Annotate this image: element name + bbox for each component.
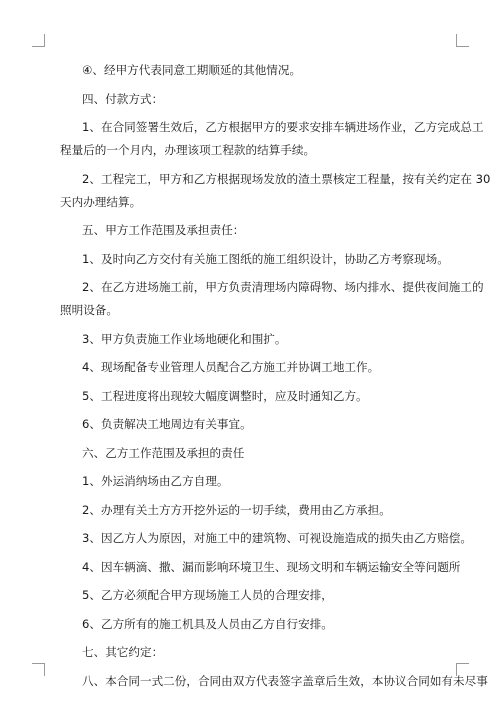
text-line: 5、工程进度将出现较大幅度调整时，应及时通知乙方。 [82, 388, 368, 403]
text-line: 八、本合同一式二份，合同由双方代表签字盖章后生效，本协议合同如有未尽事 [82, 673, 488, 688]
text-line: 1、及时向乙方交付有关施工图纸的施工组织设计，协助乙方考察现场。 [82, 251, 449, 266]
text-line: 2、工程完工，甲方和乙方根据现场发放的渣土票核定工程量，按有关约定在 30 [82, 171, 491, 186]
crop-mark-bottom-left [32, 663, 45, 676]
text-line: 6、乙方所有的施工机具及人员由乙方自行安排。 [82, 616, 333, 631]
text-line: 1、外运消纳场由乙方自理。 [82, 474, 229, 488]
text-line: 2、办理有关土方方开挖外运的一切手续，费用由乙方承担。 [82, 502, 391, 517]
text-line: 6、负责解决工地周边有关事宜。 [82, 417, 252, 431]
section-heading: 七、其它约定： [82, 645, 164, 659]
text-line: 3、因乙方人为原因，对施工中的建筑物、可视设施造成的损失由乙方赔偿。 [82, 531, 472, 545]
text-line: 3、甲方负责施工作业场地硬化和围扩。 [82, 331, 287, 346]
text-line: ④、经甲方代表同意工期顺延的其他情况。 [82, 63, 302, 77]
text-line: 照明设备。 [60, 303, 118, 317]
text-line: 4、现场配备专业管理人员配合乙方施工并协调工地工作。 [82, 360, 380, 374]
section-heading: 六、乙方工作范围及承担的责任 [82, 445, 245, 460]
text-line: 2、在乙方进场施工前，甲方负责清理场内障碍物、场内排水、提供夜间施工的 [82, 280, 484, 294]
document-body [60, 63, 491, 688]
text-line: 5、乙方必须配合甲方现场施工人员的合理安排， [82, 588, 333, 602]
section-heading: 五、甲方工作范围及承担责任： [82, 223, 245, 237]
crop-mark-top-right [456, 34, 469, 47]
crop-mark-top-left [32, 34, 45, 47]
section-heading: 四、付款方式： [82, 91, 164, 106]
text-line: 1、在合同签署生效后，乙方根据甲方的要求安排车辆进场作业，乙方完成总工 [82, 120, 484, 134]
text-line: 天内办理结算。 [60, 194, 142, 209]
text-line: 程量后的一个月内，办理该项工程款的结算手续。 [60, 143, 316, 157]
text-line: 4、因车辆滴、撒、漏而影响环境卫生、现场文明和车辆运输安全等问题所 [82, 559, 461, 574]
